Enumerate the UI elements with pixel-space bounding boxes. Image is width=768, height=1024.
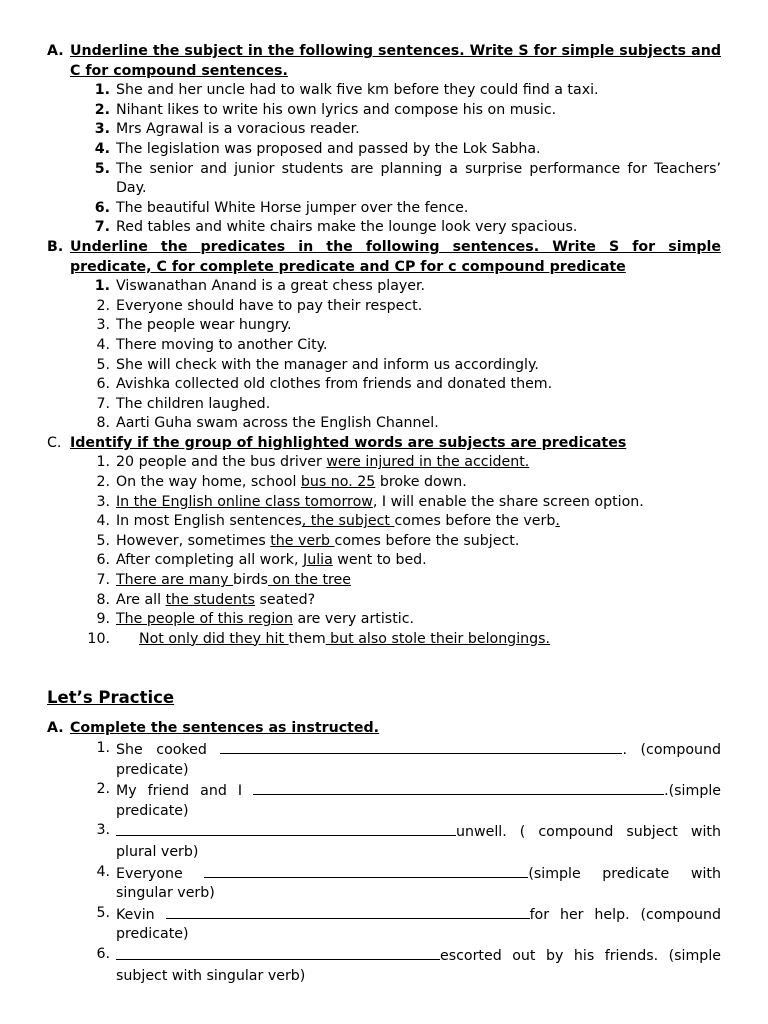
item-number: 6.: [96, 945, 110, 962]
section-a-list: [70, 81, 721, 238]
section-c-title: Identify if the group of highlighted words are subjects are predicates: [70, 434, 627, 451]
item-number: 7.: [96, 572, 110, 589]
item-number: 2.: [96, 297, 110, 314]
section-letter: C.: [47, 434, 62, 451]
list-item: [70, 414, 721, 434]
list-item: [70, 821, 721, 862]
item-number: 7.: [94, 219, 110, 236]
item-number: 2.: [96, 781, 110, 798]
list-item: [70, 493, 721, 513]
section-letter: B.: [47, 238, 64, 255]
list-item: [70, 297, 721, 317]
list-item: [70, 551, 721, 571]
list-item: [70, 739, 721, 780]
item-text: After completing all work,: [116, 552, 304, 569]
item-text-before: Everyone: [116, 865, 183, 882]
highlighted-words: , the subject: [301, 513, 395, 530]
item-number: 5.: [94, 160, 110, 177]
item-number: 9.: [96, 611, 110, 628]
highlighted-words: The people of this region: [116, 611, 293, 628]
highlighted-words: .: [555, 513, 560, 530]
item-number: 4.: [96, 336, 110, 353]
item-number: 6.: [96, 376, 110, 393]
item-text-after: (simple predicate with singular verb): [116, 865, 721, 902]
item-number: 3.: [96, 317, 110, 334]
item-text: Red tables and white chairs make the lounge look very spacious.: [116, 219, 578, 236]
highlighted-words: were injured in the accident.: [326, 454, 530, 471]
answer-blank[interactable]: [166, 904, 530, 919]
item-number: 2.: [94, 101, 110, 118]
item-number: 8.: [96, 415, 110, 432]
list-item: [70, 945, 721, 986]
item-number: 2.: [96, 474, 110, 491]
list-item: [70, 863, 721, 904]
item-text: The children laughed.: [116, 395, 271, 412]
item-number: 4.: [94, 140, 110, 157]
item-text-before: She cooked: [116, 742, 207, 758]
item-text-after: . (compound predicate): [116, 742, 722, 778]
item-text: Aarti Guha swam across the English Channel.: [116, 415, 439, 432]
highlighted-words: the students: [165, 591, 255, 608]
item-text-before: My friend and I: [116, 783, 243, 800]
item-text: The beautiful White Horse jumper over the fence.: [116, 199, 469, 216]
list-item: [70, 316, 721, 336]
item-number: 4.: [96, 863, 110, 880]
answer-blank[interactable]: [220, 739, 622, 754]
list-item: [70, 571, 721, 591]
item-text: The senior and junior students are planning a surprise performance for Teachers’ Day.: [116, 160, 721, 197]
item-number: 5.: [96, 904, 110, 921]
list-item: [70, 512, 721, 532]
highlighted-words: There are many: [116, 572, 234, 589]
item-text: However, sometimes: [116, 532, 271, 549]
section-a-title: Underline the subject in the following sentences. Write S for simple subjects and C for compound sentences.: [70, 43, 721, 79]
list-item: [70, 780, 721, 821]
list-item: [70, 591, 721, 611]
section-c-list: [70, 453, 721, 649]
section-letter: A.: [47, 720, 64, 737]
item-text: She and her uncle had to walk five km before they could find a taxi.: [116, 82, 599, 99]
item-number: 5.: [96, 532, 110, 549]
item-text: 20 people and the bus driver: [116, 454, 327, 471]
highlighted-words: on the tree: [267, 572, 351, 589]
item-number: 4.: [96, 513, 110, 530]
section-b: [47, 238, 721, 434]
highlighted-words: In the English online class tomorrow: [116, 493, 373, 510]
item-text: In most English sentences: [116, 513, 302, 530]
list-item: [70, 610, 721, 630]
item-text-before: Kevin: [116, 906, 155, 923]
item-number: 7.: [96, 395, 110, 412]
list-item: [70, 101, 721, 121]
item-number: 8.: [96, 591, 110, 608]
answer-blank[interactable]: [204, 863, 528, 878]
list-item: [70, 218, 721, 238]
section-letter: A.: [47, 43, 64, 59]
item-text: Everyone should have to pay their respect.: [116, 297, 423, 314]
list-item: [70, 395, 721, 415]
item-text: The people wear hungry.: [116, 317, 292, 334]
item-text: Nihant likes to write his own lyrics and compose his on music.: [116, 101, 557, 118]
list-item: [70, 81, 721, 101]
list-item: [70, 336, 721, 356]
item-number: 3.: [94, 121, 110, 138]
item-text: broke down.: [375, 474, 467, 491]
item-text: On the way home, school: [116, 474, 301, 491]
section-c: [47, 434, 721, 650]
item-number: 6.: [94, 199, 110, 216]
list-item: [70, 453, 721, 473]
practice-section-a: [47, 719, 721, 986]
item-text: Are all: [116, 591, 166, 608]
item-text-after: .(simple predicate): [116, 783, 721, 819]
list-item: [70, 532, 721, 552]
highlighted-words: bus no. 25: [300, 474, 376, 491]
item-number: 6.: [96, 552, 110, 569]
item-number: 1.: [96, 454, 110, 471]
section-b-title: Underline the predicates in the following sentences. Write S for simple predicate, C for complete predicate and CP for c compound predicate: [70, 238, 721, 275]
item-number: 3.: [96, 493, 110, 510]
item-number: 1.: [96, 740, 110, 756]
list-item: [70, 199, 721, 219]
item-number: 3.: [96, 822, 110, 839]
highlighted-words: Not only did they hit: [139, 630, 289, 647]
item-text: went to bed.: [332, 552, 427, 569]
list-item: [70, 140, 721, 160]
item-text: comes before the subject.: [334, 532, 520, 549]
item-text: She will check with the manager and inform us accordingly.: [116, 356, 539, 373]
item-text-after: for her help. (compound predicate): [116, 906, 722, 943]
item-text: are very artistic.: [292, 611, 415, 628]
item-text: The legislation was proposed and passed by the Lok Sabha.: [116, 140, 541, 157]
item-number: 1.: [94, 82, 110, 99]
item-text: There moving to another City.: [116, 336, 328, 353]
highlighted-words: Julia: [303, 552, 333, 569]
item-text: birds: [233, 572, 268, 589]
item-text: Avishka collected old clothes from friends and donated them.: [116, 376, 553, 393]
item-text: them: [288, 630, 326, 647]
practice-heading: Let’s Practice: [47, 688, 175, 708]
item-text-after: escorted out by his friends. (simple subject with singular verb): [116, 947, 721, 984]
item-text: , I will enable the share screen option.: [372, 493, 644, 510]
answer-blank[interactable]: [116, 821, 456, 836]
list-item: [70, 356, 721, 376]
item-number: 1.: [94, 278, 110, 295]
item-number: 10.: [87, 630, 110, 647]
item-text: Mrs Agrawal is a voracious reader.: [116, 121, 360, 138]
highlighted-words: the verb: [270, 532, 335, 549]
list-item: [70, 473, 721, 493]
answer-blank[interactable]: [116, 945, 440, 960]
practice-section-a-title: Complete the sentences as instructed.: [70, 720, 380, 737]
item-text-after: unwell. ( compound subject with plural verb): [116, 824, 721, 860]
highlighted-words: but also stole their belongings.: [325, 630, 551, 647]
list-item: [70, 160, 721, 199]
section-b-list: [70, 277, 721, 434]
item-text: Viswanathan Anand is a great chess player.: [116, 278, 426, 295]
item-number: 5.: [96, 356, 110, 373]
list-item: [70, 904, 721, 945]
list-item: [70, 375, 721, 395]
list-item: [70, 277, 721, 297]
section-a: [47, 42, 721, 238]
practice-list: [70, 739, 721, 986]
list-item: [70, 120, 721, 140]
item-text: seated?: [254, 591, 316, 608]
answer-blank[interactable]: [253, 780, 664, 795]
list-item: [70, 630, 721, 650]
worksheet-page: [47, 42, 721, 986]
item-text: comes before the verb: [394, 513, 556, 530]
